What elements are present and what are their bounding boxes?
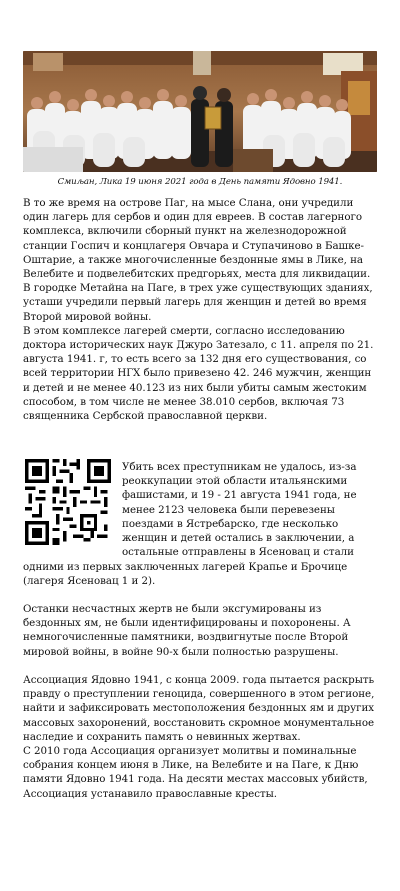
text-block-3: Останки несчастных жертв не были эксгумированы из бездонных ям, не были идентифицированы и похоронены. А немногочисленные памятники, воздвигнутые после Второй мировой войны, в войне 90-х были полностью разрушены.	[23, 603, 351, 658]
paragraph: В этом комплексе лагерей смерти, согласно исследованию доктора исторических наук Джуро Затезало, с 11. апреля по 21. августа 1941. г, то есть всего за 132 дня его существования, со всей территории НГХ было привезено 42. 246 мужчин, женщин и детей и не менее 40.123 из них были убиты самым жестоким способом, в том числе не менее 38.010 сербов, включая 73 священника Сербской православной церкви.	[23, 324, 374, 423]
group-photo	[23, 51, 377, 172]
photo-caption: Смиљан, Лика 19 июня 2021 года в День памяти Ядовно 1941.	[57, 177, 343, 187]
paragraph-below-qr: одними из первых заключенных лагерей Крапье и Брочице (лагеря Ясеновац 1 и 2).	[23, 561, 348, 588]
text-block-1	[23, 196, 379, 423]
qr-code[interactable]	[25, 459, 111, 545]
text-block-4	[23, 673, 379, 801]
paragraph: С 2010 года Ассоциация организует молитвы и поминальные собрания концем июня в Лике, на Велебите и на Паге, к Дню памяти Ядовно 1941 года. На десяти местах массовых убийств, Ассоциация устанавило православные кресты.	[23, 745, 368, 800]
paragraph: В то же время на острове Паг, на мысе Слана, они учредили один лагерь для сербов и один для евреев. В состав лагерного комплекса, включили сборный пункт на железнодорожной станции Госпич и концлагеря Овчара и Ступачиново в Башке-Оштарие, а также многочисленные бездонные ямы в Лике, на Велебите и подвелебитских предгорьях, места для ликвидации.	[23, 197, 371, 281]
paragraph: В городке Метайна на Паге, в трех уже существующих зданиях, усташи учредили первый лагерь для женщин и детей во время Второй мировой войны.	[23, 282, 373, 323]
paragraph: Ассоциация Ядовно 1941, с конца 2009. года пытается раскрыть правду о преступлении геноцида, совершенного в этом регионе, найти и зафиксировать местоположения бездонных ям и других массовых захоронений, восстановить скромное монументальное наследие и сохранить память о невинных жертвах.	[23, 674, 375, 743]
paragraph-beside-qr: Убить всех преступникам не удалось, из-за реоккупации этой области итальянскими фашистами, и 19 - 21 августа 1941 года, не менее 2123 человека были перевезены поездами в Ястребарско, где несколько женщин и детей остались в заключении, а остальные отправлены в Ясеновац и стали	[122, 461, 357, 559]
